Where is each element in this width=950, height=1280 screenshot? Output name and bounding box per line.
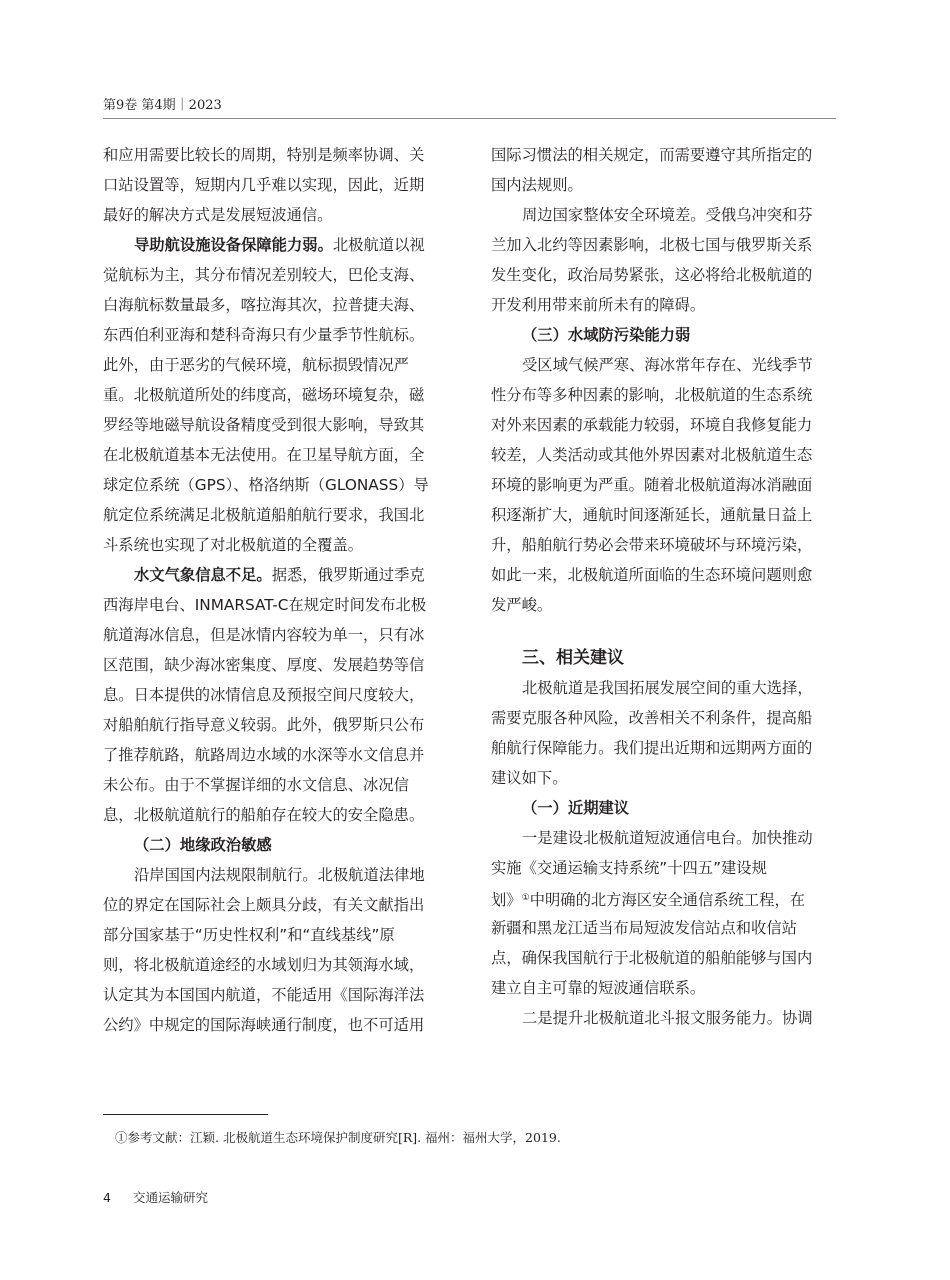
- subsection-title: （一）近期建议: [522, 799, 630, 817]
- paragraph: [491, 140, 836, 200]
- text-line: 则，将北极航道途经的水域划归为其领海水域，: [103, 956, 425, 974]
- subsection-title: （三）水域防污染能力弱: [522, 326, 691, 344]
- journal-name: 交通运输研究: [132, 1190, 208, 1205]
- text-line: 认定其为本国国内航道，不能适用《国际海洋法: [103, 986, 425, 1004]
- text-line: 斗系统也实现了对北极航道的全覆盖。: [103, 536, 364, 554]
- text-line: 此外，由于恶劣的气候环境，航标损毁情况严: [103, 356, 409, 374]
- text-line: 受区域气候严寒、海冰常年存在、光线季节: [522, 356, 813, 374]
- text-run: 据悉，俄罗斯通过季克: [271, 566, 425, 584]
- text-line: 在北极航道基本无法使用。在卫星导航方面，全: [103, 446, 425, 464]
- footnote: ①参考文献：江颖. 北极航道生态环境保护制度研究[R]. 福州：福州大学，2019.: [115, 1130, 561, 1145]
- text-line: 发生变化，政治局势紧张，这必将给北极航道的: [491, 266, 813, 284]
- text-line: 航道海冰信息，但是冰情内容较为单一，只有冰: [103, 626, 425, 644]
- text-line: 公约》中规定的国际海峡通行制度，也不可适用: [103, 1016, 425, 1034]
- paragraph: [491, 823, 836, 1003]
- text-line: [103, 230, 448, 260]
- text-line: 一是建设北极航道短波通信电台。加快推动: [522, 829, 813, 847]
- text-line: 部分国家基于“历史性权利”和“直线基线”原: [103, 926, 395, 944]
- text-line: 较差，人类活动或其他外界因素对北极航道生态: [491, 446, 813, 464]
- text-line: 息。日本提供的冰情信息及预报空间尺度较大，: [103, 686, 425, 704]
- text-line: [491, 883, 836, 913]
- subsection-heading: [491, 793, 836, 823]
- text-line: 西海岸电台、INMARSAT-C在规定时间发布北极: [103, 596, 427, 614]
- text-line: 和应用需要比较长的周期，特别是频率协调、关: [103, 146, 425, 164]
- page-footer: [103, 1188, 208, 1206]
- text-line: 国内法规则。: [491, 176, 583, 194]
- text-line: 发严峻。: [491, 596, 553, 614]
- text-line: 性分布等多种因素的影响，北极航道的生态系统: [491, 386, 813, 404]
- paragraph: [491, 350, 836, 620]
- text-line: 实施《交通运输支持系统”十四五”建设规: [491, 859, 767, 877]
- text-run: 中明确的北方海区安全通信系统工程，在: [529, 891, 806, 909]
- text-line: 罗经等地磁导航设备精度受到很大影响，导致其: [103, 416, 425, 434]
- text-line: 对船舶航行指导意义较弱。此外，俄罗斯只公布: [103, 716, 425, 734]
- text-line: 息，北极航道航行的船舶存在较大的安全隐患。: [103, 806, 425, 824]
- footnote-ref[interactable]: ①: [521, 893, 530, 903]
- text-line: 环境的影响更为严重。随着北极航道海冰消融面: [491, 476, 813, 494]
- text-line: 周边国家整体安全环境差。受俄乌冲突和芬: [522, 206, 813, 224]
- page-number: 4: [103, 1190, 111, 1205]
- subsection-title: （二）地缘政治敏感: [134, 836, 272, 854]
- paragraph: [103, 860, 448, 1040]
- paragraph: [103, 560, 448, 830]
- paragraph: [103, 230, 448, 560]
- subsection-heading: [103, 830, 448, 860]
- text-line: 舶航行保障能力。我们提出近期和远期两方面的: [491, 739, 813, 757]
- text-line: 口站设置等，短期内几乎难以实现，因此，近期: [103, 176, 425, 194]
- text-line: 航定位系统满足北极航道船舶航行要求，我国北: [103, 506, 425, 524]
- header-rule: [103, 118, 836, 119]
- paragraph-lead: 水文气象信息不足。: [134, 566, 272, 584]
- text-line: 升，船舶航行势必会带来环境破坏与环境污染，: [491, 536, 813, 554]
- text-line: 区范围，缺少海冰密集度、厚度、发展趋势等信: [103, 656, 425, 674]
- text-line: [103, 560, 448, 590]
- text-line: 重。北极航道所处的纬度高，磁场环境复杂，磁: [103, 386, 425, 404]
- text-line: 如此一来，北极航道所面临的生态环境问题则愈: [491, 566, 813, 584]
- text-line: 国际习惯法的相关规定，而需要遵守其所指定的: [491, 146, 813, 164]
- paragraph: [103, 140, 448, 230]
- text-line: 沿岸国国内法规限制航行。北极航道法律地: [134, 866, 425, 884]
- text-line: 位的界定在国际社会上颇具分歧，有关文献指出: [103, 896, 425, 914]
- paragraph: [491, 673, 836, 793]
- text-line: 了推荐航路，航路周边水域的水深等水文信息并: [103, 746, 425, 764]
- text-line: 白海航标数量最多，喀拉海其次，拉普捷夫海、: [103, 296, 425, 314]
- text-line: 二是提升北极航道北斗报文服务能力。协调: [522, 1009, 813, 1027]
- paragraph-lead: 导助航设施设备保障能力弱。: [134, 236, 333, 254]
- running-header: 第9卷 第4期｜2023: [103, 98, 222, 113]
- text-line: 新疆和黑龙江适当布局短波发信站点和收信站: [491, 919, 797, 937]
- left-column: [103, 140, 448, 1040]
- text-line: 最好的解决方式是发展短波通信。: [103, 206, 333, 224]
- text-line: 开发利用带来前所未有的障碍。: [491, 296, 706, 314]
- text-line: 积逐渐扩大，通航时间逐渐延长，通航量日益上: [491, 506, 813, 524]
- text-line: 建立自主可靠的短波通信联系。: [491, 979, 706, 997]
- subsection-heading: [491, 320, 836, 350]
- text-line: 北极航道是我国拓展发展空间的重大选择，: [522, 679, 813, 697]
- text-line: 兰加入北约等因素影响，北极七国与俄罗斯关系: [491, 236, 813, 254]
- text-run: 北极航道以视: [332, 236, 425, 254]
- paragraph: [491, 200, 836, 320]
- text-line: 对外来因素的承载能力较弱，环境自我修复能力: [491, 416, 813, 434]
- footnote-rule: [103, 1114, 268, 1115]
- text-line: 未公布。由于不掌握详细的水文信息、冰况信: [103, 776, 409, 794]
- paragraph: [491, 1003, 836, 1033]
- section-title: 三、相关建议: [522, 648, 624, 668]
- section-heading: [491, 643, 836, 673]
- text-line: 建议如下。: [491, 769, 568, 787]
- text-line: 东西伯利亚海和楚科奇海只有少量季节性航标。: [103, 326, 425, 344]
- text-line: 觉航标为主，其分布情况差别较大，巴伦支海、: [103, 266, 425, 284]
- text-line: 球定位系统（GPS）、格洛纳斯（GLONASS）导: [103, 476, 429, 494]
- right-column: [491, 140, 836, 1033]
- text-run: 划》: [491, 891, 522, 909]
- text-line: 点，确保我国航行于北极航道的船舶能够与国内: [491, 949, 813, 967]
- text-line: 需要克服各种风险，改善相关不利条件，提高船: [491, 709, 813, 727]
